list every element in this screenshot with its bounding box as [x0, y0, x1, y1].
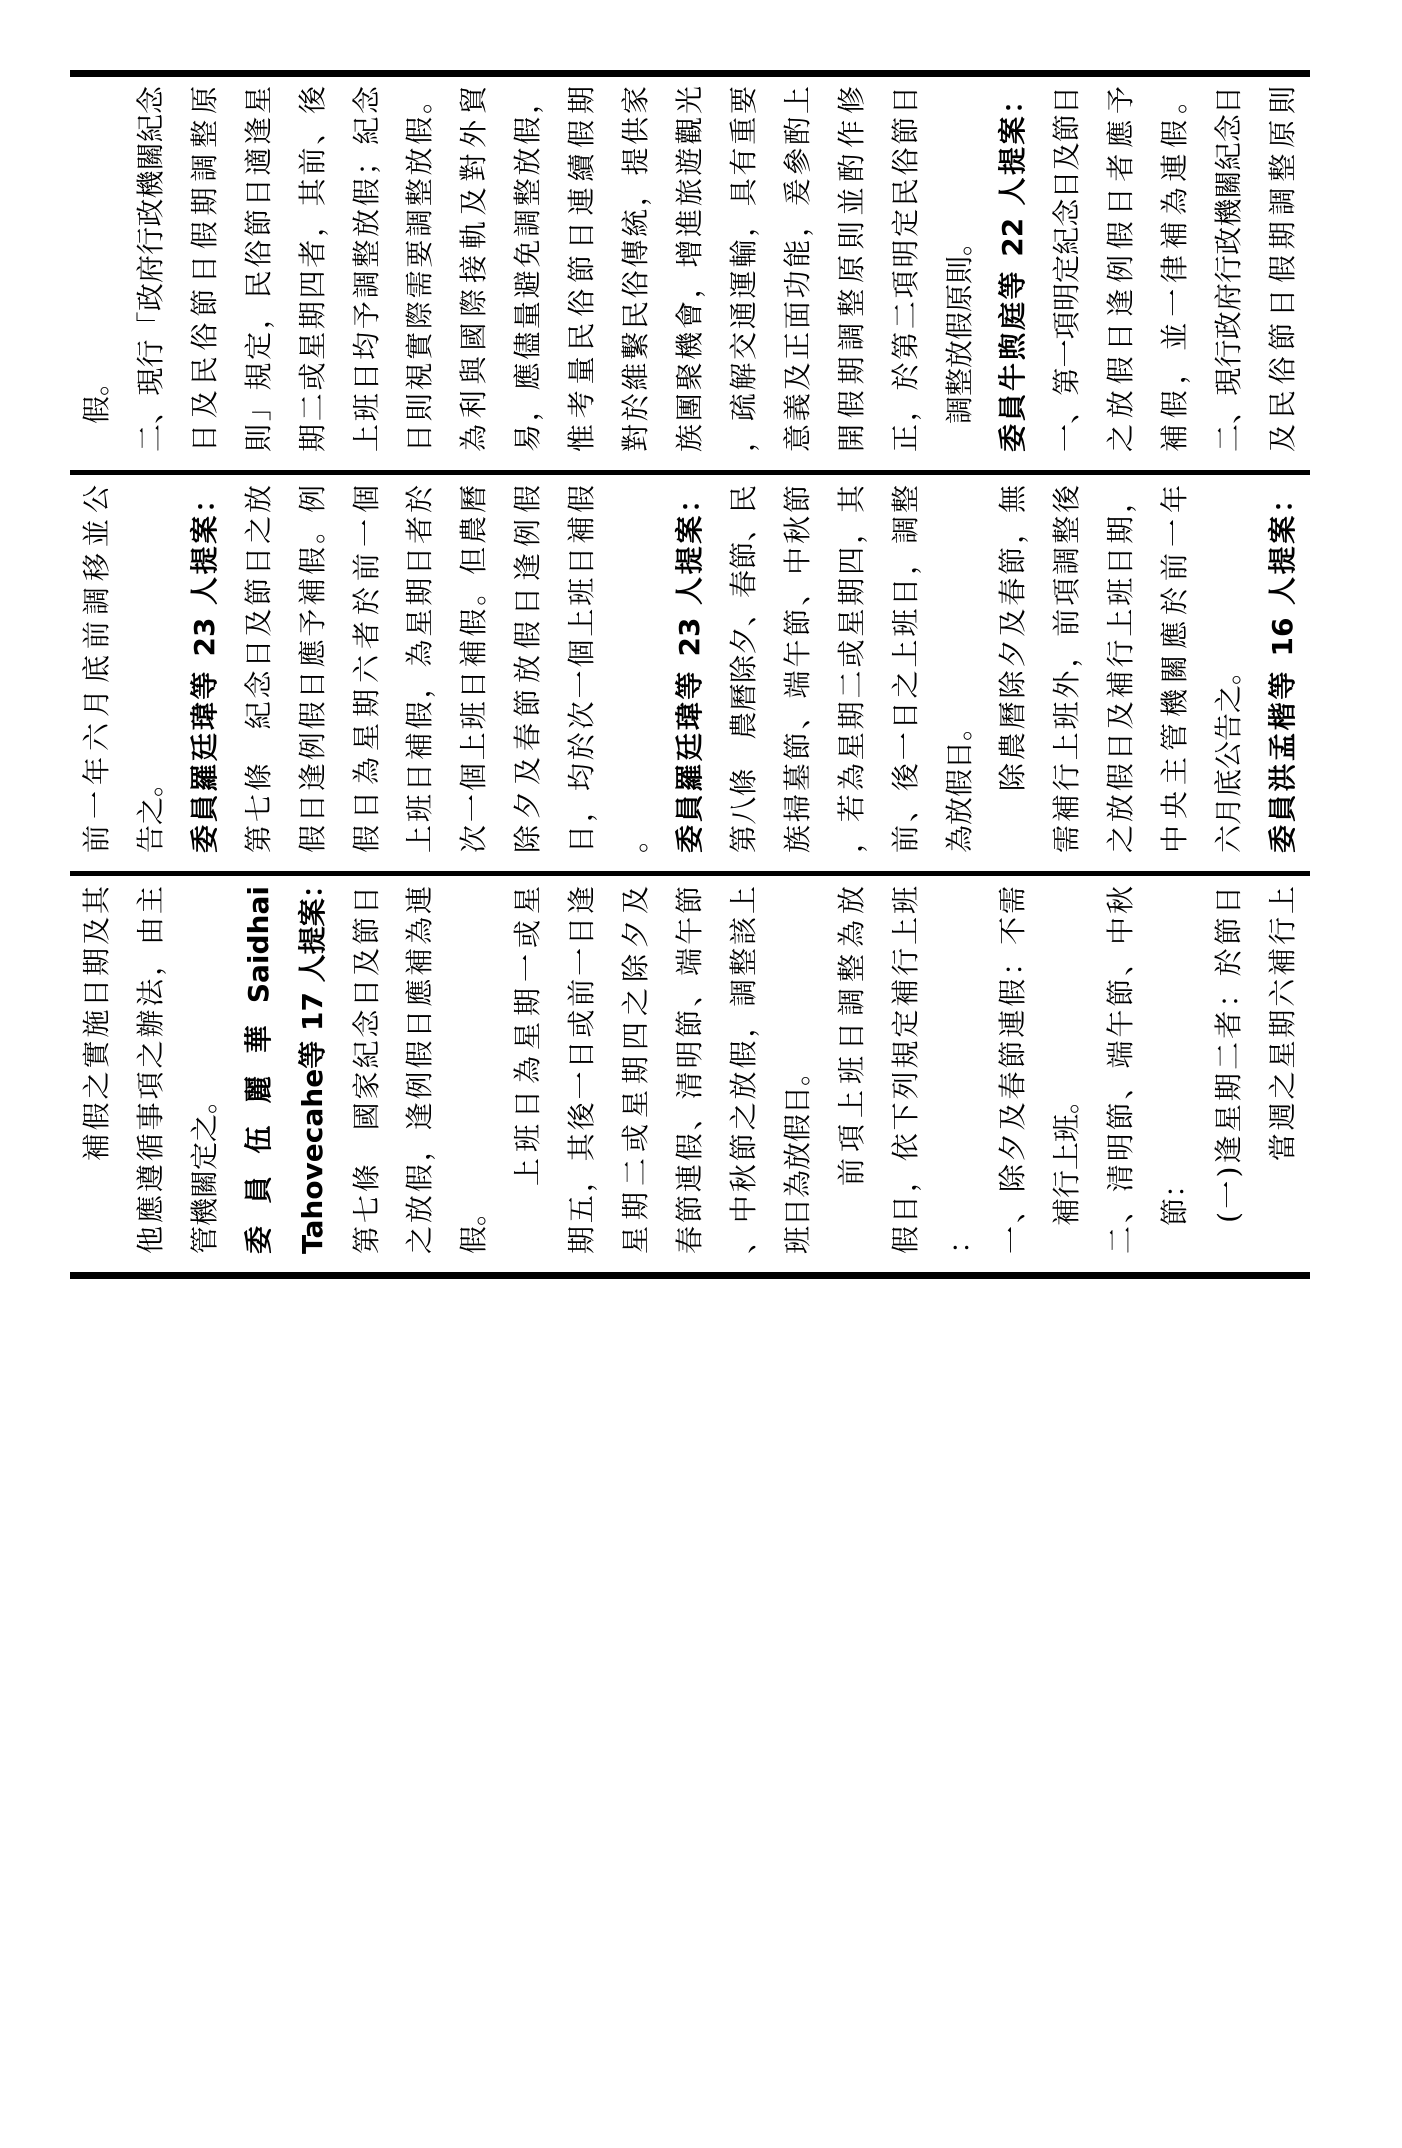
- proposal-header-line: 委員伍麗華Saidhai: [241, 886, 275, 1254]
- text-line: 次一個上班日補假。但農曆: [457, 485, 491, 853]
- text-line: 當週之星期六補行上: [1265, 886, 1299, 1254]
- text-line: 補假，並一律補為連假。: [1158, 86, 1192, 452]
- table-column-2: [70, 476, 1310, 869]
- text-line: 前一年六月底前調移並公: [80, 485, 113, 853]
- text-line: 期二或星期四者，其前、後: [295, 86, 329, 452]
- text-line: 調整放假原則。: [942, 227, 976, 452]
- text-line: 為放假日。: [942, 712, 976, 853]
- text-line: (一)逢星期二者：於節日: [1212, 886, 1246, 1254]
- text-line: 意義及正面功能，爰參酌上: [780, 86, 814, 452]
- table-separator-2: [70, 871, 1310, 876]
- text-line: 節：: [1158, 1169, 1192, 1254]
- text-line: 管機關定之。: [187, 1085, 221, 1254]
- text-line: 假。: [457, 1197, 491, 1254]
- text-line: 則」規定，民俗節日適逢星: [241, 86, 275, 452]
- text-line: 除農曆除夕及春節，無: [996, 485, 1030, 853]
- text-line: 前項上班日調整為放: [834, 886, 868, 1254]
- table-column-1: [70, 77, 1310, 468]
- rotated-text-block-3: [70, 870, 1310, 1270]
- text-line: 族團聚機會，增進旅遊觀光: [672, 86, 706, 452]
- text-line: 春節連假、清明節、端午節: [672, 886, 706, 1254]
- text-line: 前、後一日之上班日，調整: [888, 485, 922, 853]
- table-border-bottom: [70, 1272, 1310, 1279]
- text-line: 對於維繫民俗傳統，提供家: [619, 86, 653, 452]
- text-line: 六月底公告之。: [1212, 656, 1246, 853]
- proposal-header-line: Tahovecahe等 17 人提案：: [295, 870, 329, 1254]
- text-line: 第八條 農曆除夕、春節、民: [726, 485, 760, 853]
- text-line: ：: [942, 1225, 976, 1254]
- text-line: 第七條 紀念日及節日之放: [241, 485, 275, 853]
- text-line: 二、現行「政府行政機關紀念: [133, 86, 167, 452]
- text-line: 易，應儘量避免調整放假，: [511, 86, 545, 452]
- text-line: 二、現行政府行政機關紀念日: [1212, 86, 1246, 452]
- rotated-text-block-2: [70, 476, 1310, 869]
- text-line: 日，均於次一個上班日補假: [565, 485, 599, 853]
- table-column-3: [70, 870, 1310, 1270]
- proposal-header-line: 委員洪孟楷等 16 人提案：: [1265, 485, 1299, 853]
- text-line: 一、第一項明定紀念日及節日: [1050, 86, 1084, 452]
- text-line: 上班日補假，為星期日者於: [403, 485, 437, 853]
- text-line: 之放假日及補行上班日期，: [1104, 485, 1138, 853]
- proposal-header-line: 委員羅廷瑋等 23 人提案：: [187, 485, 221, 853]
- text-line: 補行上班。: [1050, 1085, 1084, 1254]
- text-line: 他應遵循事項之辦法，由主: [133, 886, 167, 1254]
- table-separator-1: [70, 470, 1310, 475]
- text-line: 之放假日逢例假日者應予: [1104, 86, 1138, 452]
- text-line: 日則視實際需要調整放假。: [403, 86, 437, 452]
- text-line: 假。: [80, 367, 113, 452]
- text-line: ，若為星期二或星期四，其: [834, 485, 868, 853]
- text-line: 補假之實施日期及其: [80, 886, 113, 1254]
- text-line: ，疏解交通運輸，具有重要: [726, 86, 760, 452]
- text-line: 告之。: [133, 768, 167, 853]
- text-line: 第七條 國家紀念日及節日: [349, 886, 383, 1254]
- text-line: 二、清明節、端午節、中秋: [1104, 886, 1138, 1254]
- text-line: 正，於第二項明定民俗節日: [888, 86, 922, 452]
- text-line: 除夕及春節放假日逢例假: [511, 485, 545, 853]
- text-line: 需補行上班外，前項調整後: [1050, 485, 1084, 853]
- text-line: 及民俗節日假期調整原則: [1265, 86, 1299, 452]
- proposal-header-line: 委員羅廷瑋等 23 人提案：: [672, 485, 706, 853]
- text-line: 一、除夕及春節連假：不需: [996, 886, 1030, 1254]
- text-line: 上班日為星期一或星: [511, 886, 545, 1254]
- text-line: 星期二或星期四之除夕及: [619, 886, 653, 1254]
- table-border-top: [70, 70, 1310, 77]
- text-line: 班日為放假日。: [780, 1057, 814, 1254]
- text-line: 為利與國際接軌及對外貿: [457, 86, 491, 452]
- text-line: 日及民俗節日假期調整原: [187, 86, 221, 452]
- text-line: 期五，其後一日或前一日逢: [565, 886, 599, 1254]
- rotated-text-block-1: [70, 77, 1310, 468]
- text-line: 假日逢例假日應予補假。例: [295, 485, 329, 853]
- text-line: 中央主管機關應於前一年: [1158, 485, 1192, 853]
- proposal-header-line: 委員牛煦庭等 22 人提案：: [996, 86, 1030, 452]
- text-line: 惟考量民俗節日連續假期: [565, 86, 599, 452]
- text-line: 、中秋節之放假，調整該上: [726, 886, 760, 1254]
- text-line: 。: [619, 824, 653, 853]
- text-line: 上班日均予調整放假；紀念: [349, 86, 383, 452]
- text-line: 假日為星期六者於前一個: [349, 485, 383, 853]
- text-line: 之放假，逢例假日應補為連: [403, 886, 437, 1254]
- text-line: 開假期調整原則並酌作修: [834, 86, 868, 452]
- text-line: 族掃墓節、端午節、中秋節: [780, 485, 814, 853]
- text-line: 假日，依下列規定補行上班: [888, 886, 922, 1254]
